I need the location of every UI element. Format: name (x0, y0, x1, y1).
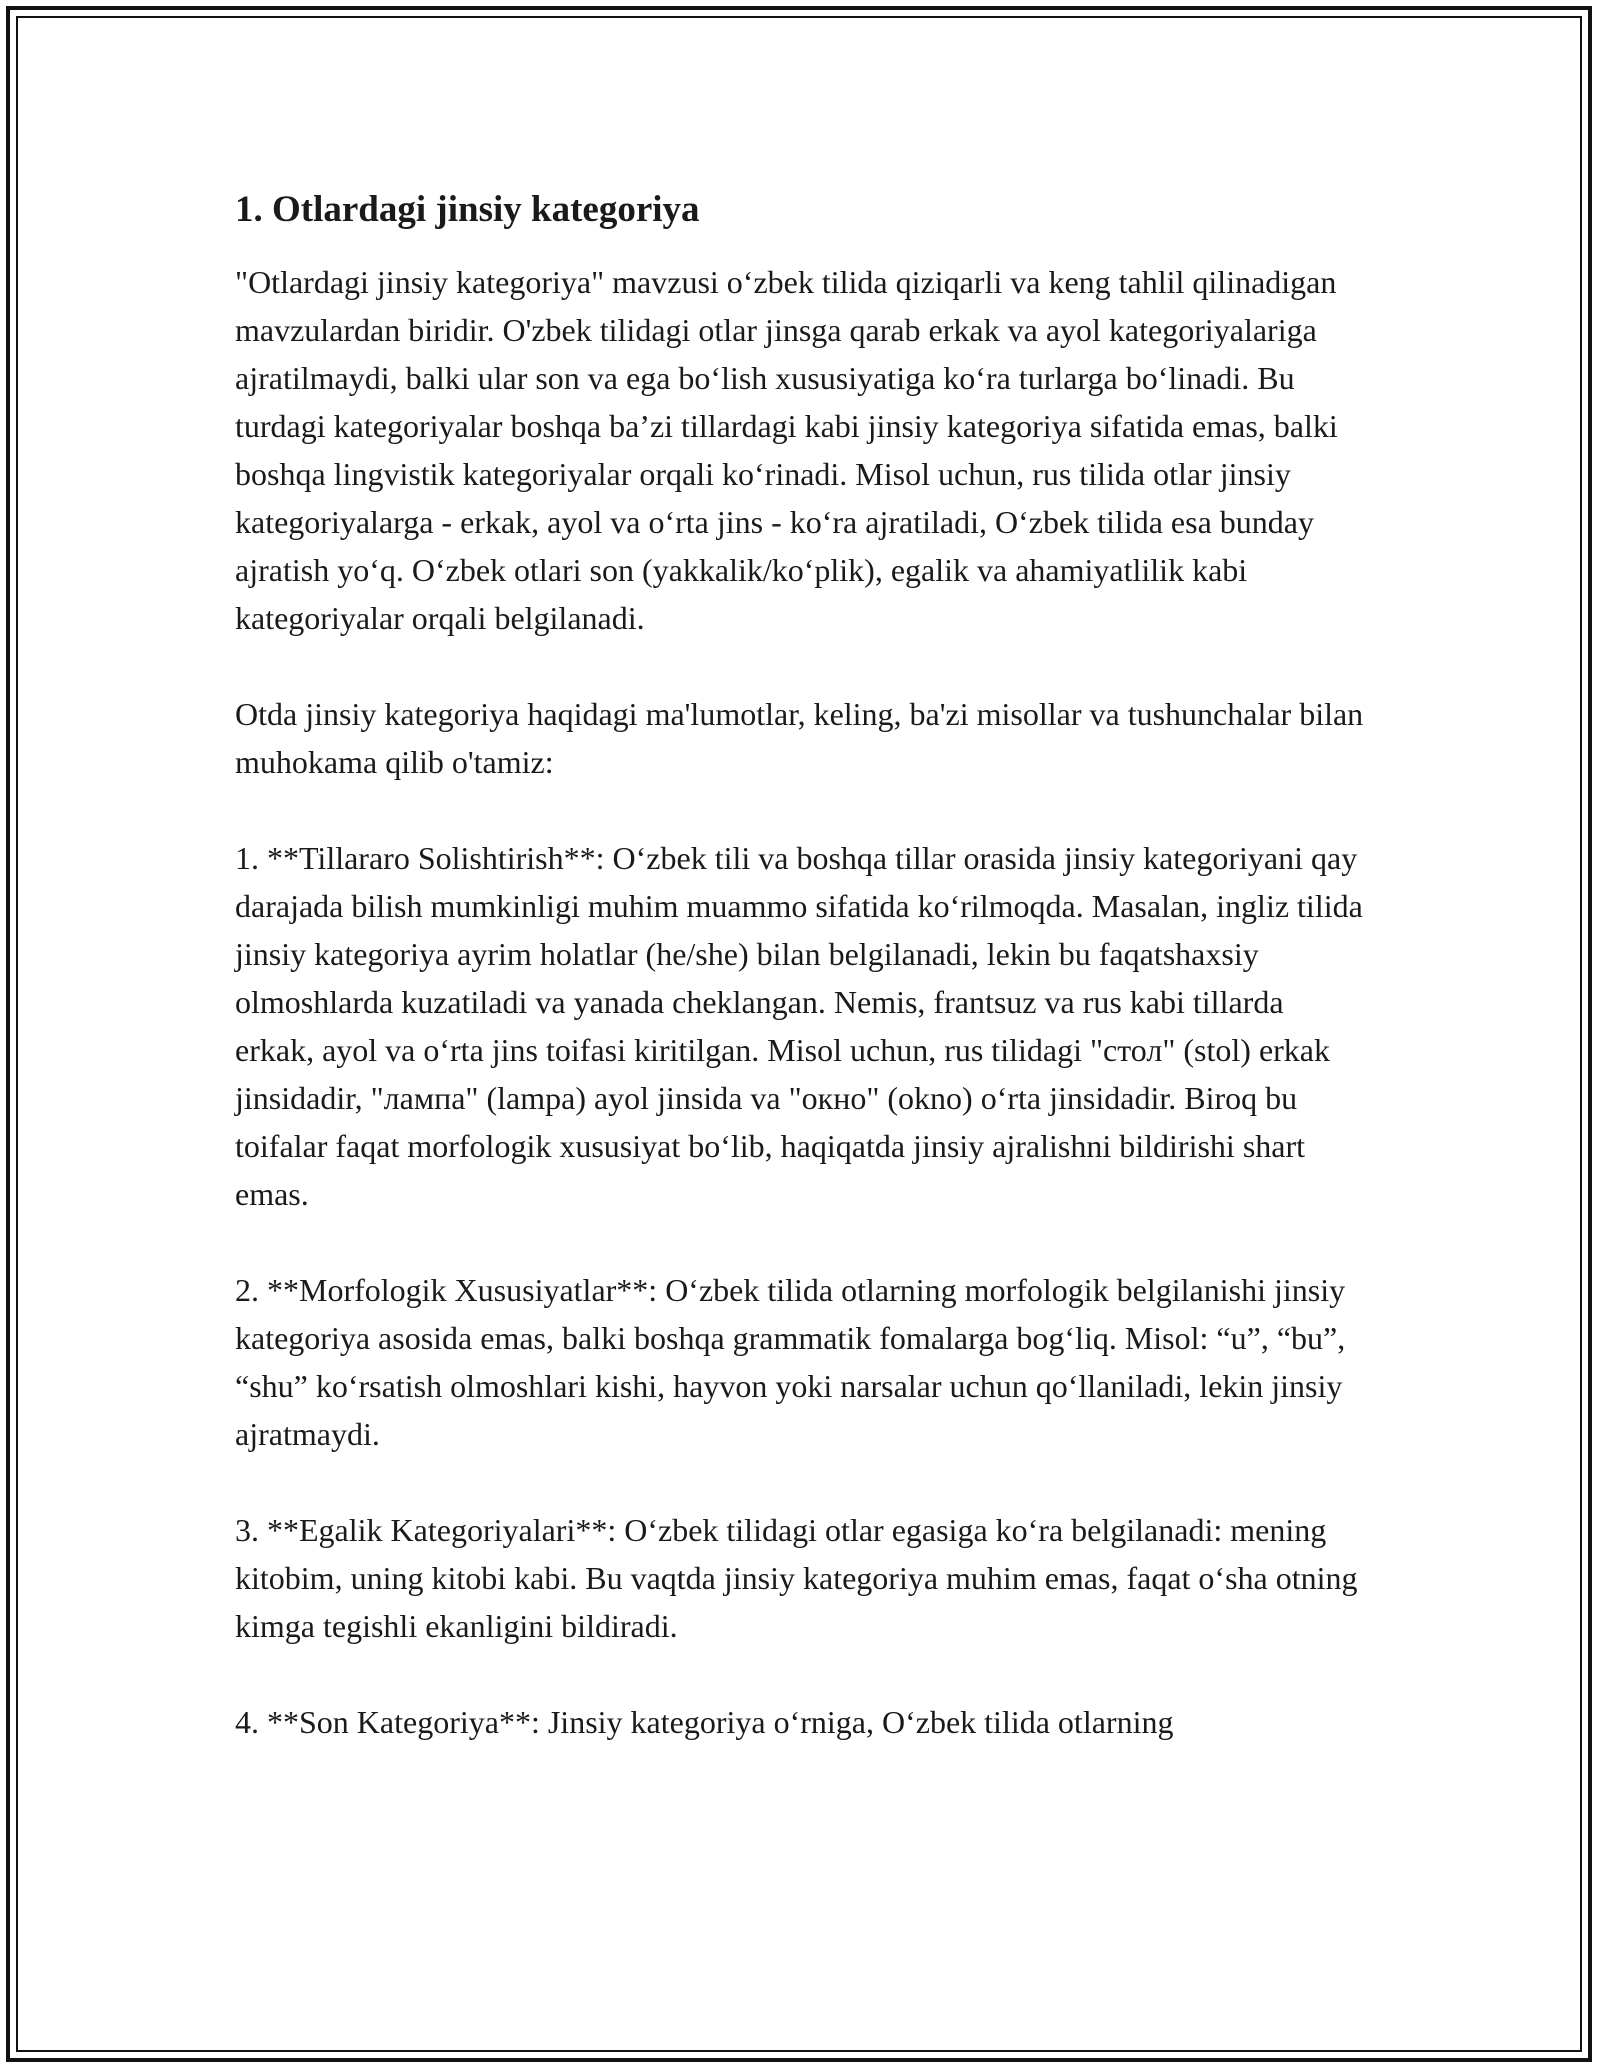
list-item-2: 2. **Morfologik Xususiyatlar**: Oʻzbek tilida otlarning morfologik belgilanishi jinsiy kategoriya asosida emas, balki boshqa grammatik fomalarga bogʻliq. Misol: “u”, “bu”, “shu” koʻrsatish olmoshlari kishi, hayvon yoki narsalar uchun qoʻllaniladi, lekin jinsiy ajratmaydi. (235, 1272, 1346, 1453)
list-item-1: 1. **Tillararo Solishtirish**: Oʻzbek tili va boshqa tillar orasida jinsiy kategoriyani qay darajada bilish mumkinligi muhim muammo sifatida koʻrilmoqda. Masalan, ingliz tilida jinsiy kategoriya ayrim holatlar (he/she) bilan belgilanadi, lekin bu faqatshaxsiy olmoshlarda kuzatiladi va yanada cheklangan. Nemis, frantsuz va rus kabi tillarda erkak, ayol va oʻrta jins toifasi kiritilgan. Misol uchun, rus tilidagi "стол" (stol) erkak jinsidadir, "лампа" (lampa) ayol jinsida va "окно" (okno) oʻrta jinsidadir. Biroq bu toifalar faqat morfologik xususiyat boʻlib, haqiqatda jinsiy ajralishni bildirishi shart emas. (235, 840, 1363, 1213)
paragraph-lead-in: Otda jinsiy kategoriya haqidagi ma'lumotlar, keling, ba'zi misollar va tushunchalar bilan muhokama qilib o'tamiz: (235, 696, 1364, 781)
list-item-4: 4. **Son Kategoriya**: Jinsiy kategoriya oʻrniga, Oʻzbek tilida otlarning (235, 1704, 1174, 1741)
document-title: 1. Otlardagi jinsiy kategoriya (235, 189, 700, 230)
paragraph-intro: "Otlardagi jinsiy kategoriya" mavzusi oʻzbek tilida qiziqarli va keng tahlil qilinadigan mavzulardan biridir. O'zbek tilidagi otlar jinsga qarab erkak va ayol kategoriyalariga ajratilmaydi, balki ular son va ega boʻlish xususiyatiga koʻra turlarga boʻlinadi. Bu turdagi kategoriyalar boshqa ba’zi tillardagi kabi jinsiy kategoriya sifatida emas, balki boshqa lingvistik kategoriyalar orqali koʻrinadi. Misol uchun, rus tilida otlar jinsiy kategoriyalarga - erkak, ayol va oʻrta jins - koʻra ajratiladi, Oʻzbek tilida esa bunday ajratish yoʻq. Oʻzbek otlari son (yakkalik/koʻplik), egalik va ahamiyatlilik kabi kategoriyalar orqali belgilanadi. (235, 264, 1338, 637)
document-body (235, 188, 1370, 1794)
list-item-3: 3. **Egalik Kategoriyalari**: Oʻzbek tilidagi otlar egasiga koʻra belgilanadi: mening kitobim, uning kitobi kabi. Bu vaqtda jinsiy kategoriya muhim emas, faqat oʻsha otning kimga tegishli ekanligini bildiradi. (235, 1512, 1358, 1645)
